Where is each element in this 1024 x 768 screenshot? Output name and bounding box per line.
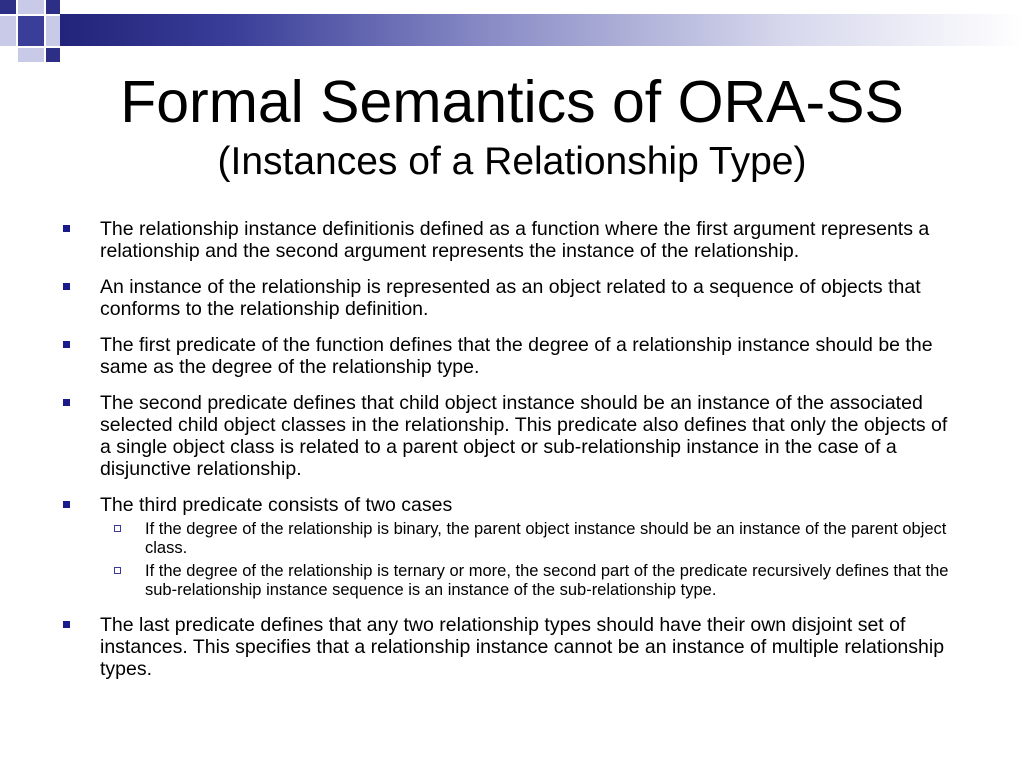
bullet-item: [60, 334, 960, 378]
decor-square-3: [46, 0, 60, 14]
sub-bullet-list: [100, 520, 960, 600]
sub-bullet-item: [100, 562, 960, 600]
decor-square-8: [46, 48, 60, 62]
hollow-square-bullet-icon: [114, 567, 121, 574]
square-bullet-icon: [63, 501, 70, 508]
bullet-text: The last predicate defines that any two relationship types should have their own disjoint set of instances. This specifies that a relationship instance cannot be an instance of multiple relationship types.: [100, 614, 945, 680]
decor-square-7: [18, 48, 44, 62]
decor-square-1: [0, 0, 16, 14]
bullet-text: The third predicate consists of two cases: [100, 494, 453, 516]
title-block: [0, 70, 1024, 184]
square-bullet-icon: [63, 341, 70, 348]
decor-square-5: [18, 16, 44, 46]
slide-subtitle: (Instances of a Relationship Type): [217, 140, 807, 183]
square-bullet-icon: [63, 399, 70, 406]
bullet-item: [60, 276, 960, 320]
sub-bullet-text: If the degree of the relationship is binary, the parent object instance should be an instance of the parent object class.: [145, 520, 947, 557]
decor-square-4: [0, 16, 16, 46]
bullet-text: The first predicate of the function defines that the degree of a relationship instance should be the same as the degree of the relationship type.: [100, 334, 933, 378]
bullet-item: [60, 218, 960, 262]
decor-square-6: [46, 16, 60, 46]
square-bullet-icon: [63, 225, 70, 232]
bullet-list: [60, 218, 960, 694]
bullet-text: An instance of the relationship is represented as an object related to a sequence of objects that conforms to the relationship definition.: [100, 276, 921, 320]
gradient-bar: [60, 14, 1024, 46]
bullet-item: [60, 614, 960, 680]
bullet-text: The relationship instance definitionis defined as a function where the first argument represents a relationship and the second argument represents the instance of the relationship.: [100, 218, 930, 262]
sub-bullet-item: [100, 520, 960, 558]
square-bullet-icon: [63, 283, 70, 290]
decor-square-2: [18, 0, 44, 14]
square-bullet-icon: [63, 621, 70, 628]
slide-title: Formal Semantics of ORA-SS: [120, 69, 904, 135]
bullet-text: The second predicate defines that child object instance should be an instance of the associated selected child object classes in the relationship. This predicate also defines that only the objects of a single object class is related to a parent object or sub-relationship instance in the case of a disjunctive relationship.: [100, 392, 948, 480]
bullet-item: [60, 494, 960, 600]
bullet-item: [60, 392, 960, 480]
hollow-square-bullet-icon: [114, 525, 121, 532]
sub-bullet-text: If the degree of the relationship is ternary or more, the second part of the predicate recursively defines that the sub-relationship instance sequence is an instance of the sub-relationship type.: [145, 562, 949, 599]
